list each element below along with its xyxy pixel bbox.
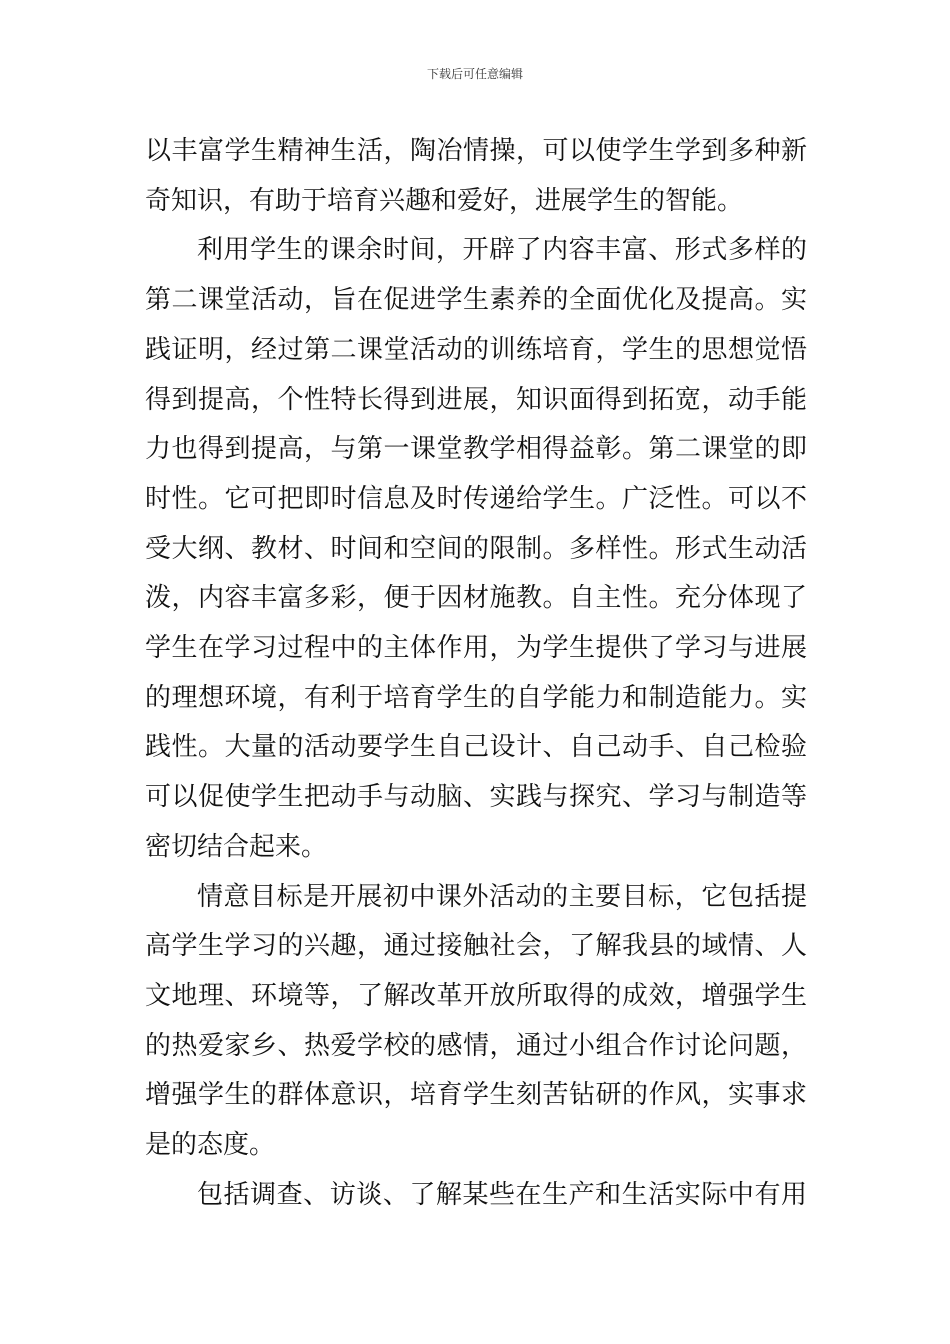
text-line: 情意目标是开展初中课外活动的主要目标，它包括提 bbox=[197, 881, 807, 912]
text-line: 包括调查、访谈、了解某些在生产和生活实际中有用 bbox=[197, 1179, 807, 1210]
text-line: 受大纲、教材、时间和空间的限制。多样性。形式生动活 bbox=[145, 533, 807, 564]
text-line: 践性。大量的活动要学生自己设计、自己动手、自己检验 bbox=[145, 732, 807, 763]
text-line: 泼，内容丰富多彩，便于因材施教。自主性。充分体现了 bbox=[145, 583, 807, 614]
text-line: 的热爱家乡、热爱学校的感情，通过小组合作讨论问题， bbox=[145, 1030, 807, 1061]
page-header: 下载后可任意编辑 bbox=[426, 67, 523, 81]
text-line: 以丰富学生精神生活，陶冶情操，可以使学生学到多种新 bbox=[145, 136, 807, 166]
text-line: 利用学生的课余时间，开辟了内容丰富、形式多样的 bbox=[197, 235, 807, 266]
paragraph-1 bbox=[145, 127, 807, 226]
text-line: 学生在学习过程中的主体作用，为学生提供了学习与进展 bbox=[145, 633, 807, 664]
text-line: 奇知识，有助于培育兴趣和爱好，进展学生的智能。 bbox=[145, 185, 744, 216]
text-line: 是的态度。 bbox=[145, 1130, 276, 1161]
text-line: 践证明，经过第二课堂活动的训练培育，学生的思想觉悟 bbox=[145, 334, 807, 365]
document-body bbox=[145, 127, 807, 1220]
paragraph-4 bbox=[145, 1171, 807, 1221]
paragraph-3 bbox=[145, 873, 807, 1171]
text-line: 增强学生的群体意识，培育学生刻苦钻研的作风，实事求 bbox=[145, 1080, 807, 1111]
text-line: 得到提高，个性特长得到进展，知识面得到拓宽，动手能 bbox=[145, 384, 807, 415]
paragraph-2 bbox=[145, 226, 807, 872]
text-line: 的理想环境，有利于培育学生的自学能力和制造能力。实 bbox=[145, 682, 807, 713]
text-line: 第二课堂活动，旨在促进学生素养的全面优化及提高。实 bbox=[145, 285, 807, 316]
text-line: 可以促使学生把动手与动脑、实践与探究、学习与制造等 bbox=[145, 782, 807, 813]
text-line: 高学生学习的兴趣，通过接触社会，了解我县的域情、人 bbox=[145, 931, 807, 962]
text-line: 力也得到提高，与第一课堂教学相得益彰。第二课堂的即 bbox=[145, 434, 807, 465]
text-line: 密切结合起来。 bbox=[145, 831, 328, 862]
text-line: 文地理、环境等，了解改革开放所取得的成效，增强学生 bbox=[145, 980, 807, 1011]
text-line: 时性。它可把即时信息及时传递给学生。广泛性。可以不 bbox=[145, 483, 807, 514]
